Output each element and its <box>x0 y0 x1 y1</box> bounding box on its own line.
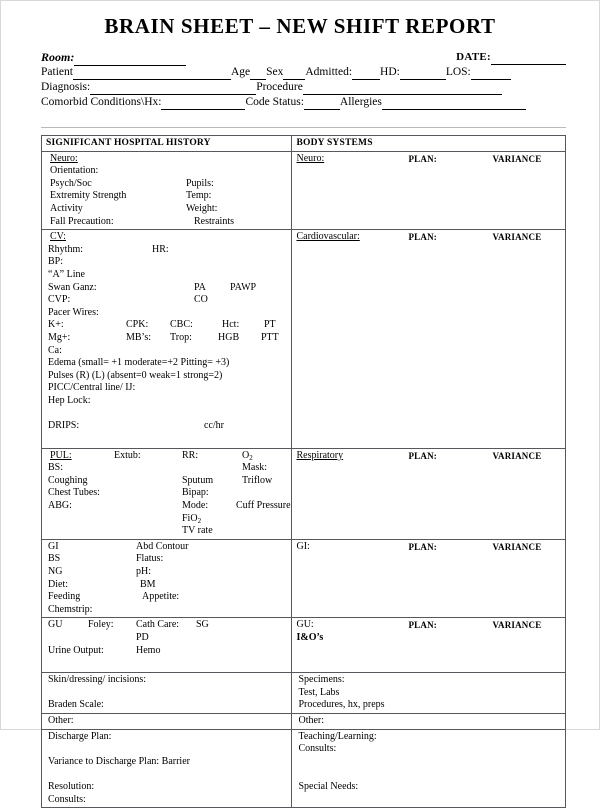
cc-hr-label: cc/hr <box>204 420 224 432</box>
cell-other-right[interactable] <box>292 713 566 729</box>
bipap-label: Bipap: <box>182 487 209 499</box>
io-label: I&O’s <box>296 632 324 644</box>
chest-tubes-label: Chest Tubes: <box>48 487 100 499</box>
gu-label: GU <box>48 619 63 631</box>
pd-label: PD <box>136 631 149 643</box>
gu-line-1 <box>46 632 291 645</box>
breath-sounds-label: BS: <box>48 462 64 474</box>
teaching-line <box>296 731 565 744</box>
patient-label: Patient <box>41 66 73 78</box>
teaching-learning-label: Teaching/Learning: <box>298 730 377 742</box>
swan-ganz-label: Swan Ganz: <box>48 281 97 293</box>
feeding-label: Feeding <box>48 591 81 603</box>
cv-title-line <box>46 231 291 244</box>
left-column-header: SIGNIFICANT HOSPITAL HISTORY <box>42 136 292 152</box>
ca-label: Ca: <box>48 344 62 356</box>
bs-neuro-plan-label: PLAN: <box>408 153 437 164</box>
row-other <box>42 713 566 729</box>
extub-label: Extub: <box>114 449 141 461</box>
specimens-label: Specimens: <box>298 674 345 686</box>
header-fields <box>1 45 599 127</box>
orientation-label: Orientation: <box>50 165 99 177</box>
test-labs-line <box>296 687 565 700</box>
row-pulmonary <box>42 448 566 539</box>
bs-gi-line <box>296 541 565 554</box>
pul-bs-line <box>46 462 291 475</box>
cv-title: CV: <box>50 231 66 243</box>
hep-lock-label: Hep Lock: <box>48 394 91 406</box>
cell-skin[interactable] <box>42 673 292 714</box>
room-label: Room: <box>41 50 75 64</box>
procedures-label: Procedures, hx, preps <box>298 699 385 711</box>
o2-subscript: 2 <box>249 453 253 462</box>
pul-title-line <box>46 450 291 463</box>
picc-label: PICC/Central line/ IJ: <box>48 382 136 394</box>
comorbid-input-line[interactable] <box>161 98 245 110</box>
gi-line-2 <box>46 566 291 579</box>
fall-precaution-label: Fall Precaution: <box>50 215 114 227</box>
drips-label: DRIPS: <box>48 420 80 432</box>
neuro-line-4 <box>46 216 291 229</box>
cell-teaching-learning[interactable] <box>292 729 566 808</box>
bs-neuro-line <box>296 153 565 166</box>
los-label: LOS: <box>445 66 471 78</box>
activity-label: Activity <box>50 202 83 214</box>
header-row-diagnosis <box>41 80 566 95</box>
pt-label: PT <box>264 319 276 331</box>
bm-label: BM <box>140 578 156 590</box>
bs-gi-label: GI: <box>296 540 310 552</box>
weight-label: Weight: <box>186 202 218 214</box>
mask-label: Mask: <box>242 462 267 474</box>
cv-picc-line <box>46 382 291 395</box>
consults-right-label: Consults: <box>298 743 337 755</box>
patient-input-line[interactable] <box>73 68 231 80</box>
hemo-label: Hemo <box>136 644 161 656</box>
cell-discharge-plan[interactable] <box>42 729 292 808</box>
pulses-label: Pulses (R) (L) (absent=0 weak=1 strong=2) <box>48 369 223 381</box>
resolution-line <box>46 781 291 794</box>
discharge-plan-label: Discharge Plan: <box>48 730 112 742</box>
mg-label: Mg+: <box>48 331 71 343</box>
mode-label: Mode: <box>182 500 209 512</box>
cvp-label: CVP: <box>48 294 71 306</box>
cbc-label: CBC: <box>170 319 193 331</box>
cv-aline-line <box>46 269 291 282</box>
code-status-input-line[interactable] <box>304 98 340 110</box>
date-group <box>456 50 566 65</box>
cuff-pressure-label: Cuff Pressure <box>236 500 291 512</box>
consults-left-label: Consults: <box>48 793 86 805</box>
form-table <box>41 135 566 808</box>
bs-cardiovascular-line <box>296 231 565 244</box>
bs-neuro-variance-label: VARIANCE <box>492 153 542 164</box>
header-row-room-date <box>41 50 566 65</box>
cell-bodysystem-gu[interactable] <box>292 618 566 673</box>
specimens-line <box>296 674 565 687</box>
pul-coughing-line <box>46 475 291 488</box>
cell-specimens[interactable] <box>292 673 566 714</box>
right-column-header: BODY SYSTEMS <box>292 136 566 152</box>
pul-fio2-line <box>46 513 291 526</box>
variance-discharge-line <box>46 756 291 769</box>
foley-label: Foley: <box>88 619 114 631</box>
a-line-label: “A” Line <box>48 268 85 280</box>
pa-label: PA <box>194 281 206 293</box>
code-status-label: Code Status: <box>245 96 304 108</box>
cv-pacer-line <box>46 307 291 320</box>
pul-title: PUL: <box>50 449 72 461</box>
procedures-line <box>296 699 565 712</box>
hgb-label: HGB <box>218 331 240 343</box>
bs-respiratory-line <box>296 450 565 463</box>
rhythm-label: Rhythm: <box>48 243 84 255</box>
cv-rhythm-line <box>46 244 291 257</box>
sputum-label: Sputum <box>182 474 214 486</box>
gi-label: GI <box>48 540 59 552</box>
co-label: CO <box>194 294 208 306</box>
fio2-label: FiO$_2$ <box>182 512 202 525</box>
bs-respiratory-label: Respiratory <box>296 449 344 461</box>
cpk-label: CPK: <box>126 319 149 331</box>
other-right-label: Other: <box>298 714 325 726</box>
skin-dressing-label: Skin/dressing/ incisions: <box>48 674 147 686</box>
bs-cardiovascular-plan-label: PLAN: <box>408 232 437 243</box>
pawp-label: PAWP <box>230 281 257 293</box>
cv-edema-line <box>46 357 291 370</box>
braden-line <box>46 699 291 712</box>
diet-label: Diet: <box>48 578 68 590</box>
neuro-line-0 <box>46 165 291 178</box>
appetite-label: Appetite: <box>142 591 180 603</box>
bs-gi-variance-label: VARIANCE <box>492 541 542 552</box>
row-neuro <box>42 151 566 230</box>
row-discharge <box>42 729 566 808</box>
psych-soc-label: Psych/Soc <box>50 177 92 189</box>
mb-label: MB’s: <box>126 331 152 343</box>
bowel-sounds-label: BS <box>48 553 61 565</box>
cell-neuro-history[interactable] <box>42 151 292 230</box>
gi-line-3 <box>46 579 291 592</box>
hd-label: HD: <box>380 66 400 78</box>
extra-input-line[interactable] <box>41 116 566 128</box>
gu-line-0 <box>46 619 291 632</box>
row-cv <box>42 230 566 449</box>
cell-bodysystem-neuro[interactable] <box>292 151 566 230</box>
neuro-line-3 <box>46 203 291 216</box>
tv-rate-label: TV rate <box>182 525 213 537</box>
bp-label: BP: <box>48 256 64 268</box>
bs-gu-variance-label: VARIANCE <box>492 620 542 631</box>
hd-input-line[interactable] <box>400 68 446 80</box>
allergies-input-line[interactable] <box>382 98 526 110</box>
sex-input-line[interactable] <box>283 68 305 80</box>
temp-label: Temp: <box>186 190 212 202</box>
k-label: K+: <box>48 319 64 331</box>
consults-right-line <box>296 743 565 756</box>
cell-gu-history[interactable] <box>42 618 292 673</box>
cell-bodysystem-respiratory[interactable] <box>292 448 566 539</box>
other-left-line <box>46 715 291 728</box>
cv-pulses-line <box>46 370 291 383</box>
allergies-label: Allergies <box>339 96 382 108</box>
cv-labs-line-2 <box>46 332 291 345</box>
row-skin-specimens <box>42 673 566 714</box>
other-left-label: Other: <box>48 714 74 726</box>
neuro-title-line <box>46 153 291 166</box>
trop-label: Trop: <box>170 331 192 343</box>
table-header-row <box>42 136 566 152</box>
gi-line-5 <box>46 604 291 617</box>
cv-ca-line <box>46 345 291 358</box>
header-row-extra-line <box>41 110 566 127</box>
cv-swan-line <box>46 282 291 295</box>
page-title: BRAIN SHEET – NEW SHIFT REPORT <box>104 14 496 38</box>
variance-discharge-label: Variance to Discharge Plan: Barrier <box>48 755 190 767</box>
coughing-label: Coughing <box>48 474 88 486</box>
bs-gu-io-line <box>296 632 565 645</box>
gi-line-4 <box>46 591 291 604</box>
special-needs-line <box>296 781 565 794</box>
cv-labs-line-1 <box>46 319 291 332</box>
diagnosis-label: Diagnosis: <box>41 81 91 93</box>
pupils-label: Pupils: <box>186 177 214 189</box>
fio2-subscript: 2 <box>197 516 202 525</box>
age-label: Age <box>230 66 251 78</box>
neuro-line-1 <box>46 178 291 191</box>
cath-care-label: Cath Care: <box>136 619 180 631</box>
pul-chest-tubes-line <box>46 487 291 500</box>
resolution-label: Resolution: <box>48 780 95 792</box>
test-labs-label: Test, Labs <box>298 686 340 698</box>
abd-contour-label: Abd Contour <box>136 540 189 552</box>
special-needs-label: Special Needs: <box>298 780 359 792</box>
cv-cvp-line <box>46 294 291 307</box>
admitted-label: Admitted: <box>305 66 353 78</box>
header-row-patient <box>41 65 566 80</box>
urine-output-label: Urine Output: <box>48 644 104 656</box>
cv-drips-line <box>46 420 291 433</box>
pul-tvrate-line <box>46 525 291 538</box>
other-right-line <box>296 715 565 728</box>
row-gu <box>42 618 566 673</box>
bs-cardiovascular-variance-label: VARIANCE <box>492 232 542 243</box>
cell-bodysystem-gi[interactable] <box>292 539 566 618</box>
neuro-line-2 <box>46 190 291 203</box>
diagnosis-input-line[interactable] <box>90 83 256 95</box>
gi-line-0 <box>46 541 291 554</box>
cell-cv-history[interactable] <box>42 230 292 449</box>
cell-pulmonary-history[interactable] <box>42 448 292 539</box>
procedure-input-line[interactable] <box>303 83 502 95</box>
cell-other-left[interactable] <box>42 713 292 729</box>
gu-line-2 <box>46 645 291 658</box>
gi-line-1 <box>46 553 291 566</box>
cell-gi-history[interactable] <box>42 539 292 618</box>
form-table-wrap <box>1 127 599 808</box>
o2-label: $O_2$ <box>242 449 253 462</box>
ng-label: NG <box>48 566 63 577</box>
ptt-label: PTT <box>261 331 279 343</box>
cv-heplock-line <box>46 395 291 408</box>
bs-gu-line <box>296 619 565 632</box>
triflow-label: Triflow <box>242 474 273 486</box>
ph-label: pH: <box>136 566 151 577</box>
sex-label: Sex <box>266 66 284 78</box>
flatus-label: Flatus: <box>136 553 164 565</box>
cv-bp-line <box>46 256 291 269</box>
bs-gu-label: GU: <box>296 619 314 631</box>
date-input-line[interactable] <box>491 53 566 65</box>
sg-label: SG <box>196 619 209 631</box>
admitted-input-line[interactable] <box>352 68 380 80</box>
pacer-wires-label: Pacer Wires: <box>48 306 99 318</box>
discharge-plan-line <box>46 731 291 744</box>
braden-scale-label: Braden Scale: <box>48 699 104 711</box>
chemstrip-label: Chemstrip: <box>48 603 93 615</box>
bs-gi-plan-label: PLAN: <box>408 541 437 552</box>
bs-respiratory-variance-label: VARIANCE <box>492 450 542 461</box>
skin-line <box>46 674 291 687</box>
bs-gu-plan-label: PLAN: <box>408 620 437 631</box>
header-row-comorbid <box>41 95 566 110</box>
row-gi <box>42 539 566 618</box>
edema-label: Edema (small= +1 moderate=+2 Pitting= +3) <box>48 357 230 369</box>
hct-label: Hct: <box>222 319 240 331</box>
consults-left-line <box>46 794 291 807</box>
rr-label: RR: <box>182 449 199 461</box>
bs-respiratory-plan-label: PLAN: <box>408 450 437 461</box>
abg-label: ABG: <box>48 500 72 512</box>
bs-cardiovascular-label: Cardiovascular: <box>296 231 360 243</box>
hr-label: HR: <box>152 243 169 255</box>
pul-abg-line <box>46 500 291 513</box>
cell-bodysystem-cardiovascular[interactable] <box>292 230 566 449</box>
extremity-strength-label: Extremity Strength <box>50 190 127 202</box>
los-input-line[interactable] <box>471 68 511 80</box>
neuro-title: Neuro: <box>50 152 78 164</box>
procedure-label: Procedure <box>256 81 303 93</box>
bs-neuro-label: Neuro: <box>296 152 325 164</box>
date-label: DATE: <box>456 51 491 63</box>
age-input-line[interactable] <box>250 68 266 80</box>
restraints-label: Restraints <box>194 215 234 227</box>
comorbid-label: Comorbid Conditions\Hx: <box>41 96 162 108</box>
